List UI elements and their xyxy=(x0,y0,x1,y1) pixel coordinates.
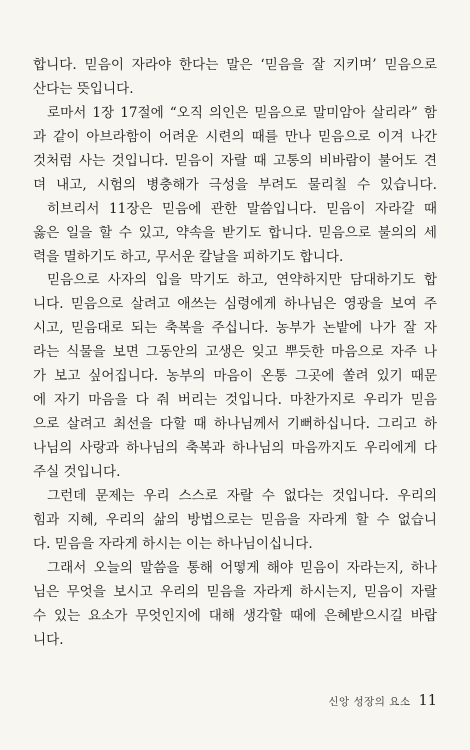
text-line: 믿음으로 사자의 입을 막기도 하고, 연약하지만 담대하기도 합 xyxy=(47,272,437,289)
text-line: 옳은 일을 할 수 있고, 약속을 받기도 합니다. 믿음으로 불의의 세 xyxy=(33,224,437,241)
text-line: 나님의 사랑과 하나님의 축복과 하나님의 마음까지도 우리에게 다 xyxy=(33,440,437,456)
text-line: 산다는 뜻입니다. xyxy=(33,80,134,97)
text-line: 과 같이 아브라함이 어려운 시련의 때를 만나 믿음으로 이겨 나간 xyxy=(33,128,437,145)
text-line: 니다. 믿음으로 살려고 애쓰는 심령에게 하나님은 영광을 보여 주 xyxy=(33,296,437,313)
running-head: 신앙 성장의 요소 xyxy=(328,696,411,708)
text-line: 그래서 오늘의 말씀을 통해 어떻게 해야 믿음이 자라는지, 하나 xyxy=(47,559,437,576)
text-line: 그런데 문제는 우리 스스로 자랄 수 없다는 것입니다. 우리의 xyxy=(47,487,437,504)
text-line: 뎌 내고, 시험의 병충해가 극성을 부려도 물리칠 수 있습니다. xyxy=(33,176,437,193)
text-line: 으로 살려고 최선을 다할 때 하나님께서 기뻐하십니다. 그리고 하 xyxy=(33,416,437,433)
text-line: 시고, 믿음대로 되는 축복을 주십니다. 농부가 논밭에 나가 잘 자 xyxy=(33,320,437,337)
text-line: 라는 식물을 보면 그동안의 고생은 잊고 뿌듯한 마음으로 자주 나 xyxy=(33,344,437,361)
text-line: 주실 것입니다. xyxy=(33,463,121,480)
text-line: 력을 멸하기도 하고, 무서운 칼날을 피하기도 합니다. xyxy=(33,248,344,265)
body-text xyxy=(33,54,437,652)
text-line: 합니다. 믿음이 자라야 한다는 말은 ‘믿음을 잘 지키며’ 믿음으로 xyxy=(33,57,437,73)
text-line: 에 자기 마음을 다 줘 버리는 것입니다. 마찬가지로 우리가 믿음 xyxy=(33,392,437,409)
text-line: 가 보고 싶어집니다. 농부의 마음이 온통 그곳에 쏠려 있기 때문 xyxy=(33,368,437,385)
text-line: 님은 무엇을 보시고 우리의 믿음을 자라게 하시는지, 믿음이 자랄 xyxy=(33,583,437,600)
text-line: 수 있는 요소가 무엇인지에 대해 생각할 때에 은혜받으시길 바랍 xyxy=(33,607,437,624)
text-line: 다. 믿음을 자라게 하시는 이는 하나님이십니다. xyxy=(33,535,313,552)
page-footer xyxy=(328,693,437,717)
text-line: 히브리서 11장은 믿음에 관한 말씀입니다. 믿음이 자라갈 때 xyxy=(47,200,437,217)
text-line: 것처럼 사는 것입니다. 믿음이 자랄 때 고통의 비바람이 불어도 견 xyxy=(33,152,437,169)
text-line: 니다. xyxy=(33,631,64,648)
page-number: 11 xyxy=(418,693,437,709)
text-line: 힘과 지혜, 우리의 삶의 방법으로는 믿음을 자라게 할 수 없습니 xyxy=(33,511,437,528)
text-line: 로마서 1장 17절에 “오직 의인은 믿음으로 말미암아 살리라” 함 xyxy=(47,104,437,121)
